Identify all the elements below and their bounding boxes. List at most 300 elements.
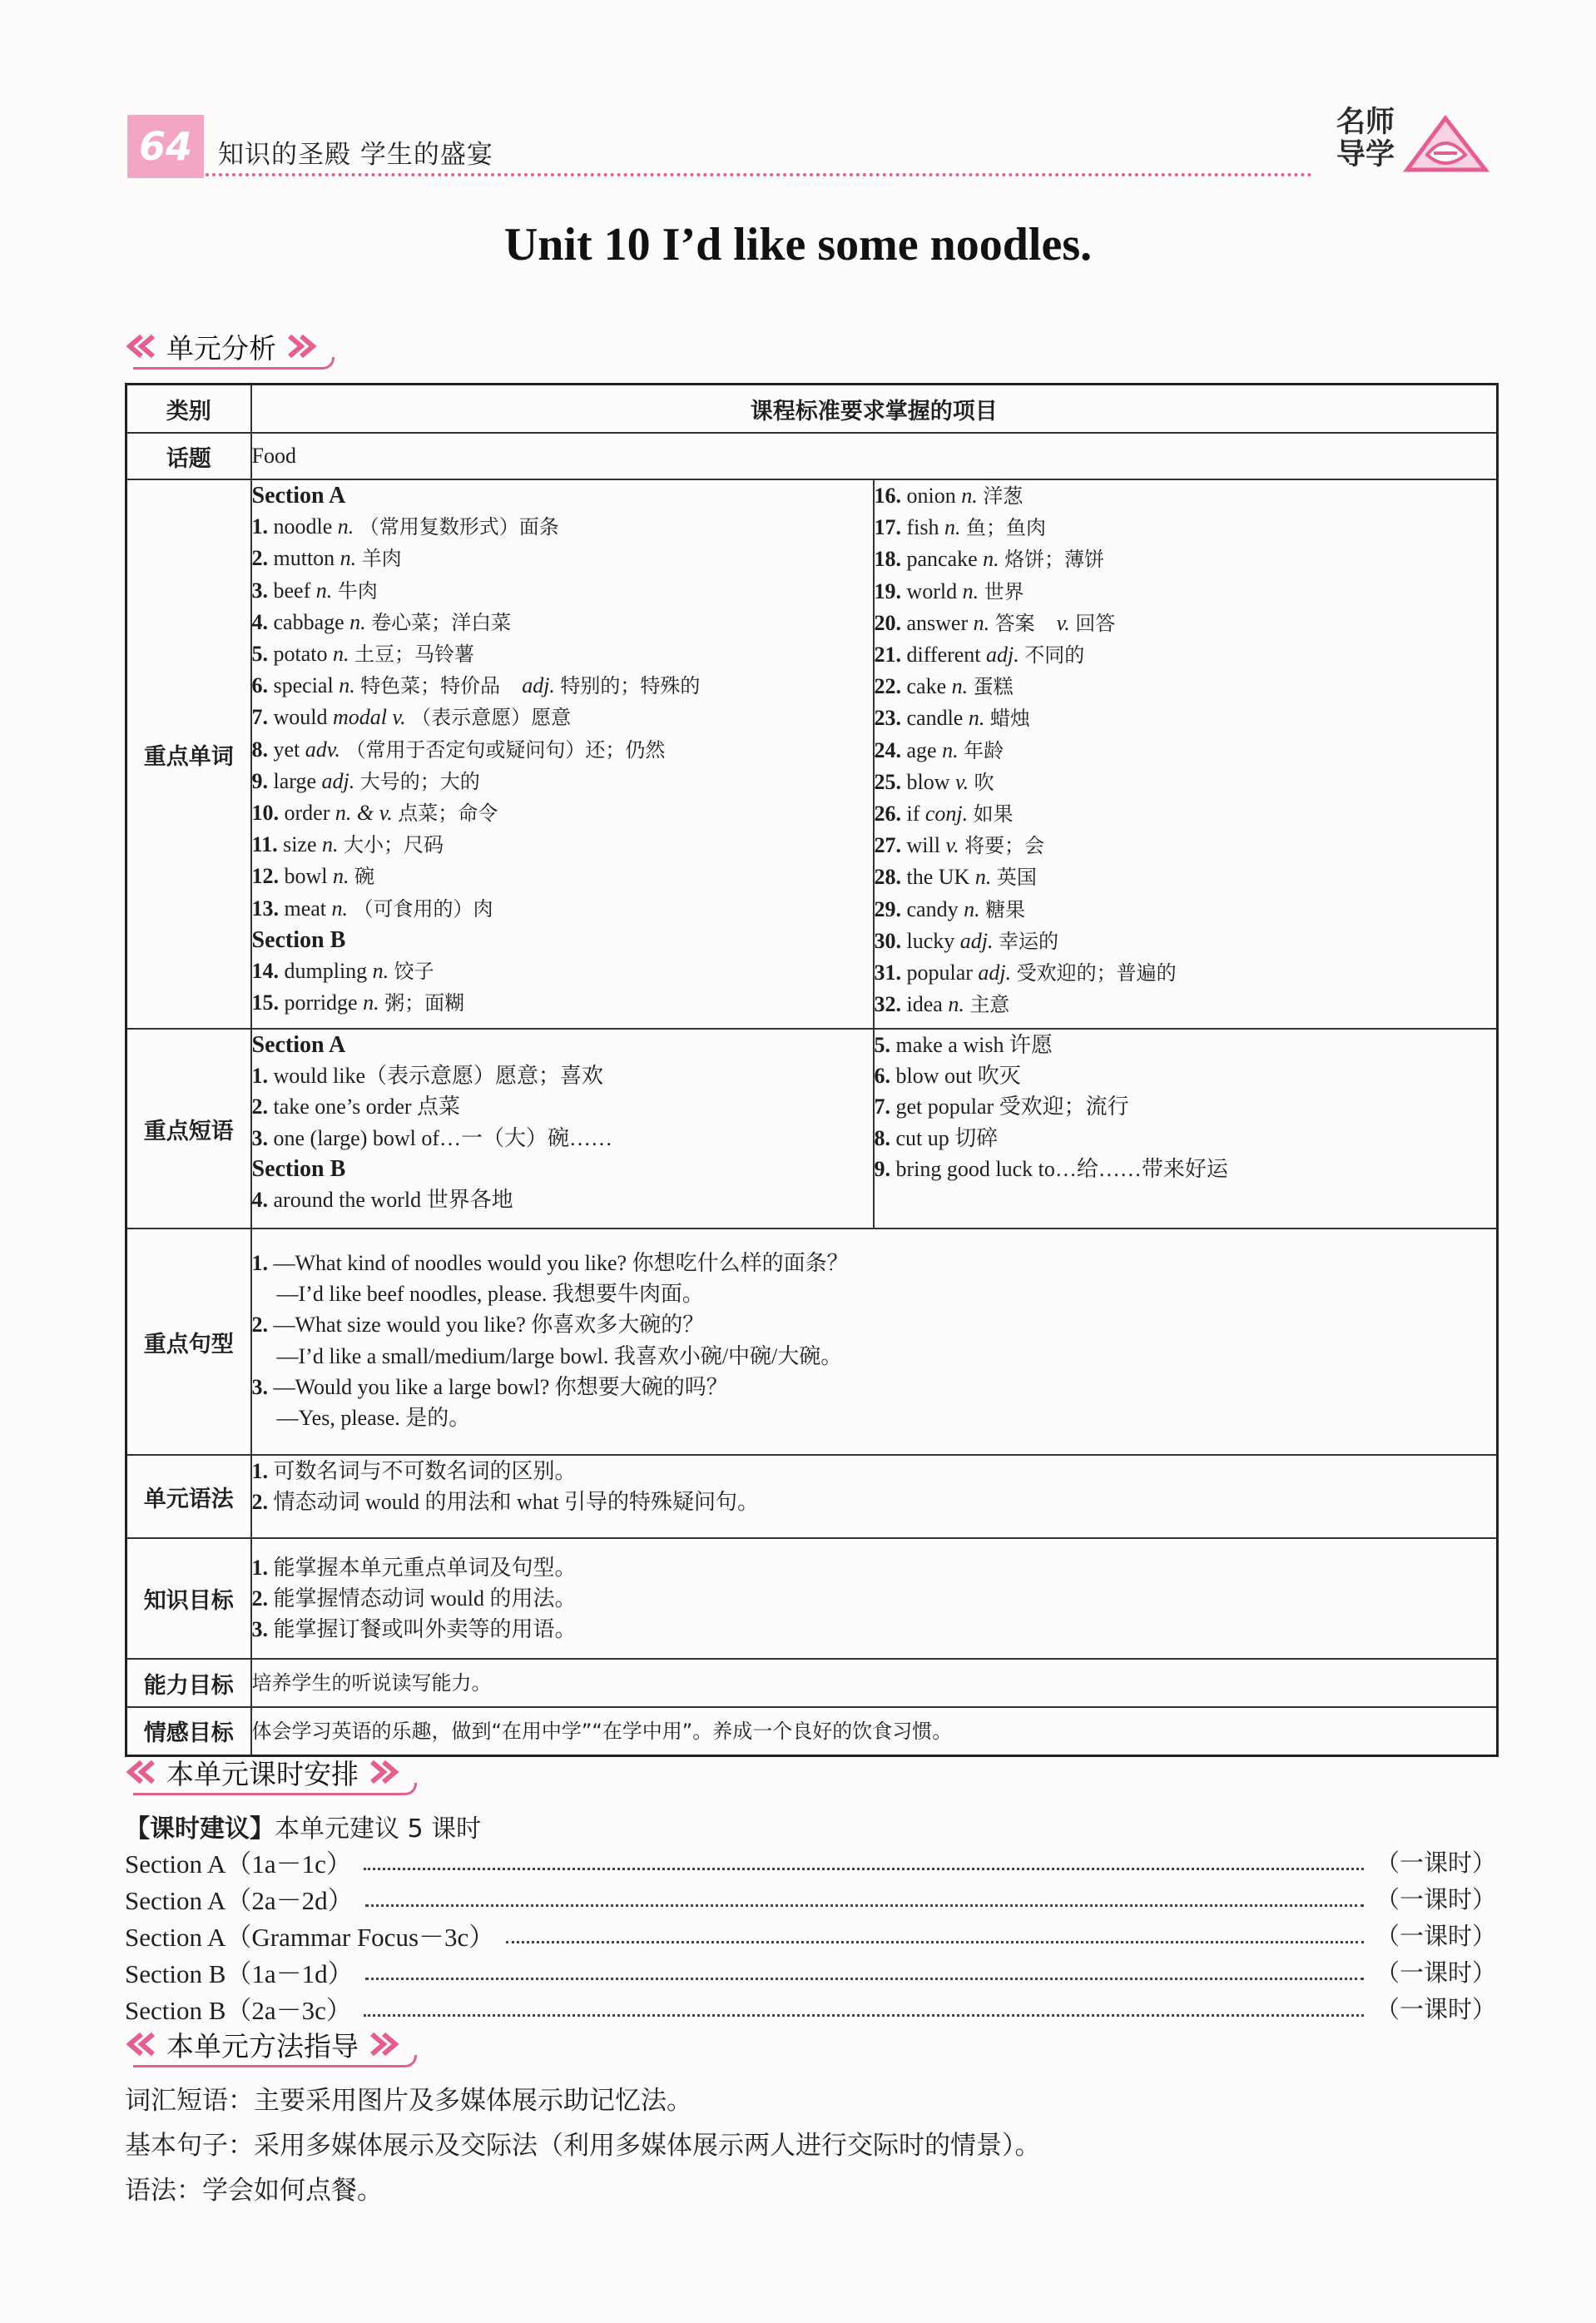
vocab-meaning: 大小；尺码 bbox=[344, 833, 444, 857]
part-of-speech: conj. bbox=[924, 802, 969, 826]
phrase-item bbox=[252, 1184, 873, 1215]
double-arrow-right-icon bbox=[285, 334, 318, 359]
section-heading bbox=[252, 480, 873, 511]
vocab-item bbox=[252, 670, 873, 702]
item-text: —Yes, please. 是的。 bbox=[276, 1406, 471, 1431]
vocab-word: beef bbox=[273, 578, 311, 603]
vocab-item bbox=[875, 830, 1497, 861]
item-number: 4. bbox=[251, 609, 268, 634]
item-number: 22. bbox=[874, 674, 901, 699]
section-heading-text: Section B bbox=[251, 1155, 346, 1182]
schedule-row bbox=[125, 1844, 1496, 1878]
schedule-row bbox=[125, 1881, 1496, 1914]
part-of-speech: n. bbox=[948, 992, 964, 1017]
vocab-word: popular bbox=[906, 960, 973, 985]
vocab-word: candy bbox=[906, 896, 959, 921]
vocab-word: would bbox=[273, 705, 328, 730]
vocab-word: size bbox=[283, 832, 317, 857]
row-label: 能力目标 bbox=[126, 1659, 251, 1707]
item-number: 18. bbox=[874, 547, 901, 572]
item-number: 9. bbox=[251, 768, 268, 793]
item-number: 1. bbox=[251, 1459, 268, 1483]
item-number: 8. bbox=[874, 1125, 890, 1150]
vocab-word: meat bbox=[284, 896, 327, 921]
item-text: blow out 吹灭 bbox=[895, 1064, 1021, 1089]
vocab-item bbox=[252, 987, 873, 1019]
part-of-speech: adj. bbox=[959, 928, 994, 953]
vocab-meaning: 特色菜；特价品 bbox=[360, 674, 501, 698]
knowledge-item bbox=[252, 1614, 1497, 1645]
vocab-item bbox=[252, 893, 873, 925]
grammar-list bbox=[251, 1455, 1498, 1538]
item-text: —I’d like beef noodles, please. 我想要牛肉面。 bbox=[276, 1282, 704, 1307]
vocab-meaning: 大号的；大的 bbox=[359, 769, 480, 793]
item-number: 2. bbox=[251, 1586, 268, 1611]
item-number: 20. bbox=[874, 610, 901, 635]
row-label: 知识目标 bbox=[126, 1538, 251, 1659]
item-number: 26. bbox=[874, 802, 901, 826]
vocab-item bbox=[252, 956, 873, 987]
item-number: 12. bbox=[251, 864, 279, 889]
double-arrow-right-icon bbox=[367, 2032, 400, 2057]
vocab-meaning: （常用于否定句或疑问句）还；仍然 bbox=[345, 737, 666, 762]
part-of-speech: n. bbox=[983, 547, 999, 572]
header-divider bbox=[206, 173, 1312, 176]
vocab-item bbox=[875, 639, 1497, 671]
part-of-speech: v. bbox=[955, 769, 969, 794]
vocab-item bbox=[875, 480, 1497, 512]
schedule-section-name: Section B（1a－1d） bbox=[125, 1958, 354, 1988]
item-number: 21. bbox=[874, 643, 901, 668]
item-number: 7. bbox=[874, 1094, 890, 1119]
part-of-speech: adj. bbox=[978, 960, 1012, 985]
vocab-item bbox=[875, 671, 1497, 702]
tag-underline bbox=[133, 2055, 417, 2067]
part-of-speech: n. bbox=[340, 546, 357, 571]
item-number: 2. bbox=[251, 1490, 268, 1515]
part-of-speech: n. & v. bbox=[335, 801, 393, 826]
vocab-word: blow bbox=[906, 769, 950, 794]
vocab-item bbox=[252, 797, 873, 829]
leader-dots bbox=[365, 1963, 1364, 1980]
vocab-item bbox=[252, 734, 873, 766]
item-number: 9. bbox=[874, 1156, 890, 1181]
vocab-item bbox=[252, 702, 873, 733]
phrase-list-left bbox=[251, 1029, 874, 1229]
part-of-speech: n. bbox=[973, 610, 990, 635]
item-number: 32. bbox=[874, 992, 901, 1017]
schedule-row bbox=[125, 1991, 1496, 2024]
phrase-item bbox=[252, 1060, 873, 1091]
vocab-meaning: 将要；会 bbox=[964, 834, 1045, 858]
phrase-item bbox=[875, 1154, 1497, 1184]
vocab-meaning: 碗 bbox=[354, 865, 374, 889]
part-of-speech: n. bbox=[333, 642, 349, 667]
vocab-word: order bbox=[284, 801, 330, 826]
phrase-list-right bbox=[874, 1029, 1498, 1229]
vocab-item bbox=[875, 512, 1497, 544]
row-label: 情感目标 bbox=[126, 1707, 251, 1755]
vocab-item bbox=[875, 767, 1497, 798]
part-of-speech: adv. bbox=[305, 737, 340, 762]
item-number: 23. bbox=[874, 706, 901, 731]
item-number: 1. bbox=[251, 1064, 268, 1089]
vocab-meaning: （可食用的）肉 bbox=[353, 896, 493, 921]
item-number: 31. bbox=[874, 960, 901, 985]
schedule-hours: （一课时） bbox=[1375, 1994, 1496, 2023]
part-of-speech: adj. bbox=[321, 768, 355, 793]
vocab-meaning: 受欢迎的；普遍的 bbox=[1016, 961, 1177, 985]
double-arrow-left-icon bbox=[125, 1760, 158, 1784]
item-text: take one’s order 点菜 bbox=[273, 1094, 461, 1119]
item-number: 1. bbox=[251, 1251, 268, 1275]
section-tag-label: 本单元方法指导 bbox=[166, 2029, 359, 2062]
section-heading-text: Section B bbox=[251, 926, 346, 953]
item-number: 2. bbox=[251, 1094, 268, 1119]
vocab-word: mutton bbox=[273, 546, 335, 571]
vocab-item bbox=[875, 544, 1497, 575]
part-of-speech: n. bbox=[315, 578, 333, 603]
page-number: 64 bbox=[127, 115, 204, 178]
sentence-item bbox=[252, 1372, 1497, 1402]
vocab-meaning: 洋葱 bbox=[983, 484, 1024, 508]
vocab-word: cake bbox=[906, 674, 947, 699]
item-text: —I’d like a small/medium/large bowl. 我喜欢小碗/中碗/大碗。 bbox=[276, 1343, 843, 1368]
vocab-word: will bbox=[906, 833, 940, 858]
part-of-speech: n. bbox=[363, 990, 379, 1015]
vocab-word: age bbox=[906, 737, 937, 762]
vocab-item bbox=[875, 926, 1497, 957]
vocab-meaning: 鱼；鱼肉 bbox=[966, 516, 1046, 540]
phrase-item bbox=[875, 1123, 1497, 1154]
section-tag-method bbox=[125, 2024, 400, 2064]
schedule-hours: （一课时） bbox=[1375, 1921, 1496, 1950]
part-of-speech: n. bbox=[339, 673, 355, 698]
item-number: 7. bbox=[251, 705, 268, 730]
vocab-item bbox=[875, 861, 1497, 893]
item-text: make a wish 许愿 bbox=[895, 1033, 1053, 1057]
vocab-meaning: 主意 bbox=[969, 993, 1010, 1017]
vocab-meaning: 糖果 bbox=[985, 897, 1026, 921]
row-label: 重点单词 bbox=[126, 479, 251, 1029]
item-number: 19. bbox=[874, 578, 901, 603]
item-text: 情态动词 would 的用法和 what 引导的特殊疑问句。 bbox=[273, 1490, 760, 1515]
item-number: 13. bbox=[251, 896, 279, 921]
schedule-section-name: Section B（2a－3c） bbox=[125, 1995, 352, 2025]
vocab-word: noodle bbox=[273, 514, 333, 539]
vocab-item bbox=[875, 798, 1497, 830]
part-of-speech: v. bbox=[1056, 610, 1070, 635]
leader-dots bbox=[364, 1999, 1364, 2017]
vocab-meaning: 卷心菜；洋白菜 bbox=[371, 610, 512, 634]
vocab-item bbox=[252, 543, 873, 574]
method-line-grammar: 语法：学会如何点餐。 bbox=[125, 2176, 383, 2206]
item-number: 29. bbox=[874, 896, 901, 921]
item-number: 3. bbox=[251, 1374, 268, 1399]
row-label: 单元语法 bbox=[126, 1455, 251, 1538]
brand-logo-text: 名师 导学 bbox=[1336, 106, 1395, 171]
grammar-item bbox=[252, 1487, 1497, 1517]
table-row-topic bbox=[126, 433, 1498, 479]
part-of-speech: n. bbox=[331, 896, 349, 921]
schedule-note-text: 本单元建议 5 课时 bbox=[275, 1814, 482, 1844]
part-of-speech: modal v. bbox=[333, 705, 406, 730]
item-number: 2. bbox=[251, 546, 268, 571]
row-label: 话题 bbox=[126, 433, 251, 479]
section-tag-analysis bbox=[125, 326, 318, 366]
header-slogan: 知识的圣殿 学生的盛宴 bbox=[218, 140, 493, 170]
section-heading-text: Section A bbox=[251, 1032, 346, 1058]
item-text: —What size would you like? 你喜欢多大碗的？ bbox=[273, 1313, 705, 1338]
section-tag-label: 单元分析 bbox=[166, 331, 276, 365]
item-text: would like（表示意愿）愿意；喜欢 bbox=[273, 1064, 603, 1089]
item-number: 24. bbox=[874, 737, 901, 762]
item-text: —Would you like a large bowl? 你想要大碗的吗？ bbox=[273, 1374, 728, 1399]
item-text: —What kind of noodles would you like? 你想吃什么样的面条？ bbox=[273, 1251, 849, 1275]
item-text: 能掌握本单元重点单词及句型。 bbox=[273, 1556, 577, 1580]
tag-underline bbox=[133, 357, 335, 370]
header-items: 课程标准要求掌握的项目 bbox=[251, 385, 1498, 434]
vocab-meaning: 点菜；命令 bbox=[398, 802, 498, 826]
ability-value: 培养学生的听说读写能力。 bbox=[251, 1659, 1498, 1707]
part-of-speech: n. bbox=[974, 865, 992, 890]
vocab-meaning: 特别的；特殊的 bbox=[560, 674, 701, 698]
item-number: 1. bbox=[251, 1556, 268, 1580]
vocab-meaning: （表示意愿）愿意 bbox=[411, 706, 572, 730]
part-of-speech: n. bbox=[337, 514, 354, 539]
vocab-meaning: 不同的 bbox=[1024, 643, 1085, 668]
item-text: cut up 切碎 bbox=[895, 1125, 999, 1150]
item-text: bring good luck to…给……带来好运 bbox=[895, 1156, 1228, 1181]
sentence-item bbox=[252, 1278, 1497, 1309]
table-row-vocab bbox=[126, 479, 1498, 1029]
vocab-word: different bbox=[906, 643, 981, 668]
part-of-speech: n. bbox=[961, 484, 978, 508]
vocab-meaning: 蛋糕 bbox=[973, 675, 1014, 699]
item-number: 16. bbox=[874, 484, 901, 508]
method-line-sentences: 基本句子：采用多媒体展示及交际法（利用多媒体展示两人进行交际时的情景）。 bbox=[125, 2131, 1041, 2161]
part-of-speech: adj. bbox=[522, 673, 555, 698]
part-of-speech: n. bbox=[944, 515, 961, 540]
double-arrow-right-icon bbox=[367, 1760, 400, 1784]
vocab-meaning: 世界 bbox=[984, 579, 1024, 603]
double-arrow-left-icon bbox=[125, 2032, 158, 2057]
item-text: get popular 受欢迎；流行 bbox=[895, 1094, 1129, 1119]
item-number: 3. bbox=[251, 1125, 268, 1150]
item-text: one (large) bowl of…一（大）碗…… bbox=[273, 1125, 613, 1150]
vocab-item bbox=[252, 766, 873, 797]
sentence-item bbox=[252, 1309, 1497, 1340]
tag-underline bbox=[133, 1783, 417, 1795]
vocab-meaning: 粥；面糊 bbox=[384, 991, 465, 1015]
vocab-word: the UK bbox=[906, 865, 970, 890]
vocab-list-right bbox=[874, 479, 1498, 1029]
section-heading bbox=[252, 1030, 873, 1060]
vocab-word: onion bbox=[906, 484, 956, 508]
item-number: 3. bbox=[251, 1617, 268, 1642]
sentence-list bbox=[251, 1229, 1498, 1455]
row-label: 重点句型 bbox=[126, 1229, 251, 1455]
vocab-meaning: 蜡烛 bbox=[989, 707, 1030, 731]
vocab-word: fish bbox=[906, 515, 939, 540]
item-number: 5. bbox=[251, 642, 268, 667]
part-of-speech: adj. bbox=[986, 643, 1019, 668]
part-of-speech: n. bbox=[942, 737, 959, 762]
item-number: 17. bbox=[874, 515, 901, 540]
vocab-item bbox=[875, 608, 1497, 639]
grammar-item bbox=[252, 1456, 1497, 1487]
part-of-speech: n. bbox=[962, 578, 979, 603]
schedule-note-tag: 【课时建议】 bbox=[125, 1814, 275, 1844]
schedule-hours: （一课时） bbox=[1375, 1884, 1496, 1913]
unit-analysis-table bbox=[125, 383, 1499, 1757]
item-text: around the world 世界各地 bbox=[273, 1188, 513, 1213]
item-number: 11. bbox=[251, 832, 278, 857]
item-number: 1. bbox=[251, 514, 268, 539]
item-number: 6. bbox=[251, 673, 268, 698]
table-row-ability bbox=[126, 1659, 1498, 1707]
item-number: 4. bbox=[251, 1188, 268, 1213]
vocab-item bbox=[875, 702, 1497, 734]
table-row-emotion bbox=[126, 1707, 1498, 1755]
vocab-list-left bbox=[251, 479, 874, 1029]
schedule-section-name: Section A（2a－2d） bbox=[125, 1885, 354, 1915]
vocab-meaning: 如果 bbox=[973, 802, 1014, 826]
phrase-item bbox=[875, 1030, 1497, 1060]
leader-dots bbox=[365, 1889, 1364, 1907]
vocab-meaning: 羊肉 bbox=[361, 547, 402, 571]
phrase-item bbox=[252, 1091, 873, 1122]
vocab-word: special bbox=[273, 673, 334, 698]
part-of-speech: n. bbox=[951, 674, 969, 699]
item-number: 3. bbox=[251, 578, 268, 603]
vocab-meaning: 回答 bbox=[1075, 611, 1116, 635]
sentence-item bbox=[252, 1248, 1497, 1278]
part-of-speech: v. bbox=[945, 833, 959, 858]
item-number: 8. bbox=[251, 737, 268, 762]
vocab-item bbox=[875, 894, 1497, 926]
part-of-speech: n. bbox=[372, 959, 389, 984]
item-number: 2. bbox=[251, 1313, 268, 1338]
vocab-item bbox=[252, 511, 873, 543]
table-row-grammar bbox=[126, 1455, 1498, 1538]
double-arrow-left-icon bbox=[125, 334, 158, 359]
vocab-item bbox=[875, 989, 1497, 1020]
section-heading bbox=[252, 925, 873, 956]
leader-dots bbox=[506, 1926, 1364, 1943]
item-text: 可数名词与不可数名词的区别。 bbox=[273, 1459, 577, 1483]
section-tag-schedule bbox=[125, 1752, 400, 1792]
table-row-phrases bbox=[126, 1029, 1498, 1229]
vocab-meaning: 幸运的 bbox=[999, 929, 1058, 953]
vocab-meaning: 吹 bbox=[974, 770, 994, 794]
part-of-speech: n. bbox=[322, 832, 339, 857]
section-heading-text: Section A bbox=[251, 483, 346, 509]
vocab-word: if bbox=[906, 802, 920, 826]
vocab-item bbox=[875, 576, 1497, 608]
vocab-word: dumpling bbox=[284, 959, 368, 984]
vocab-meaning: 牛肉 bbox=[337, 578, 378, 603]
vocab-meaning: 年龄 bbox=[964, 738, 1004, 762]
item-number: 28. bbox=[874, 865, 901, 890]
vocab-meaning: （常用复数形式）面条 bbox=[359, 515, 559, 539]
item-text: 能掌握订餐或叫外卖等的用语。 bbox=[273, 1617, 577, 1642]
unit-title: Unit 10 I’d like some noodles. bbox=[503, 219, 1093, 271]
vocab-word: porridge bbox=[284, 990, 358, 1015]
brand-logo-icon bbox=[1402, 112, 1494, 181]
part-of-speech: n. bbox=[964, 896, 980, 921]
vocab-meaning: 土豆；马铃薯 bbox=[354, 643, 474, 667]
header-category: 类别 bbox=[126, 385, 251, 434]
table-row-knowledge bbox=[126, 1538, 1498, 1659]
part-of-speech: n. bbox=[968, 706, 985, 731]
section-tag-label: 本单元课时安排 bbox=[166, 1757, 359, 1790]
section-heading bbox=[252, 1154, 873, 1184]
knowledge-item bbox=[252, 1552, 1497, 1583]
vocab-item bbox=[252, 607, 873, 638]
vocab-word: idea bbox=[906, 992, 943, 1017]
vocab-word: potato bbox=[273, 642, 328, 667]
schedule-section-name: Section A（1a－1c） bbox=[125, 1849, 352, 1879]
vocab-item bbox=[252, 829, 873, 861]
part-of-speech: n. bbox=[349, 609, 366, 634]
vocab-word: cabbage bbox=[273, 609, 344, 634]
vocab-item bbox=[875, 735, 1497, 767]
vocab-word: lucky bbox=[906, 928, 955, 953]
item-number: 30. bbox=[874, 928, 901, 953]
sentence-item bbox=[252, 1341, 1497, 1372]
vocab-word: large bbox=[273, 768, 316, 793]
schedule-row bbox=[125, 1954, 1496, 1988]
topic-value: Food bbox=[251, 433, 1498, 479]
vocab-word: world bbox=[906, 578, 958, 603]
item-number: 10. bbox=[251, 801, 279, 826]
phrase-item bbox=[875, 1060, 1497, 1091]
schedule-note bbox=[125, 1808, 481, 1844]
item-number: 15. bbox=[251, 990, 279, 1015]
part-of-speech: n. bbox=[333, 864, 349, 889]
item-text: 能掌握情态动词 would 的用法。 bbox=[273, 1586, 577, 1611]
vocab-meaning: 饺子 bbox=[394, 960, 434, 984]
vocab-item bbox=[252, 638, 873, 670]
leader-dots bbox=[364, 1853, 1364, 1870]
schedule-hours: （一课时） bbox=[1375, 1958, 1496, 1987]
table-row-sentences bbox=[126, 1229, 1498, 1455]
vocab-meaning: 答案 bbox=[994, 611, 1035, 635]
vocab-meaning: 烙饼；薄饼 bbox=[1004, 548, 1105, 572]
vocab-item bbox=[875, 957, 1497, 989]
table-header-row bbox=[126, 385, 1498, 434]
vocab-word: bowl bbox=[284, 864, 328, 889]
vocab-item bbox=[252, 575, 873, 607]
sentence-item bbox=[252, 1402, 1497, 1433]
vocab-word: candle bbox=[906, 706, 964, 731]
schedule-hours: （一课时） bbox=[1375, 1848, 1496, 1877]
item-number: 27. bbox=[874, 833, 901, 858]
vocab-item bbox=[252, 861, 873, 892]
knowledge-item bbox=[252, 1583, 1497, 1614]
emotion-value: 体会学习英语的乐趣，做到“在用中学”“在学中用”。养成一个良好的饮食习惯。 bbox=[251, 1707, 1498, 1755]
item-number: 14. bbox=[251, 959, 279, 984]
row-label: 重点短语 bbox=[126, 1029, 251, 1229]
knowledge-list bbox=[251, 1538, 1498, 1659]
method-line-vocab: 词汇短语：主要采用图片及多媒体展示助记忆法。 bbox=[125, 2086, 692, 2116]
vocab-word: answer bbox=[906, 610, 969, 635]
item-number: 25. bbox=[874, 769, 901, 794]
vocab-word: pancake bbox=[906, 547, 978, 572]
schedule-row bbox=[125, 1918, 1496, 1951]
schedule-section-name: Section A（Grammar Focus－3c） bbox=[125, 1922, 495, 1952]
